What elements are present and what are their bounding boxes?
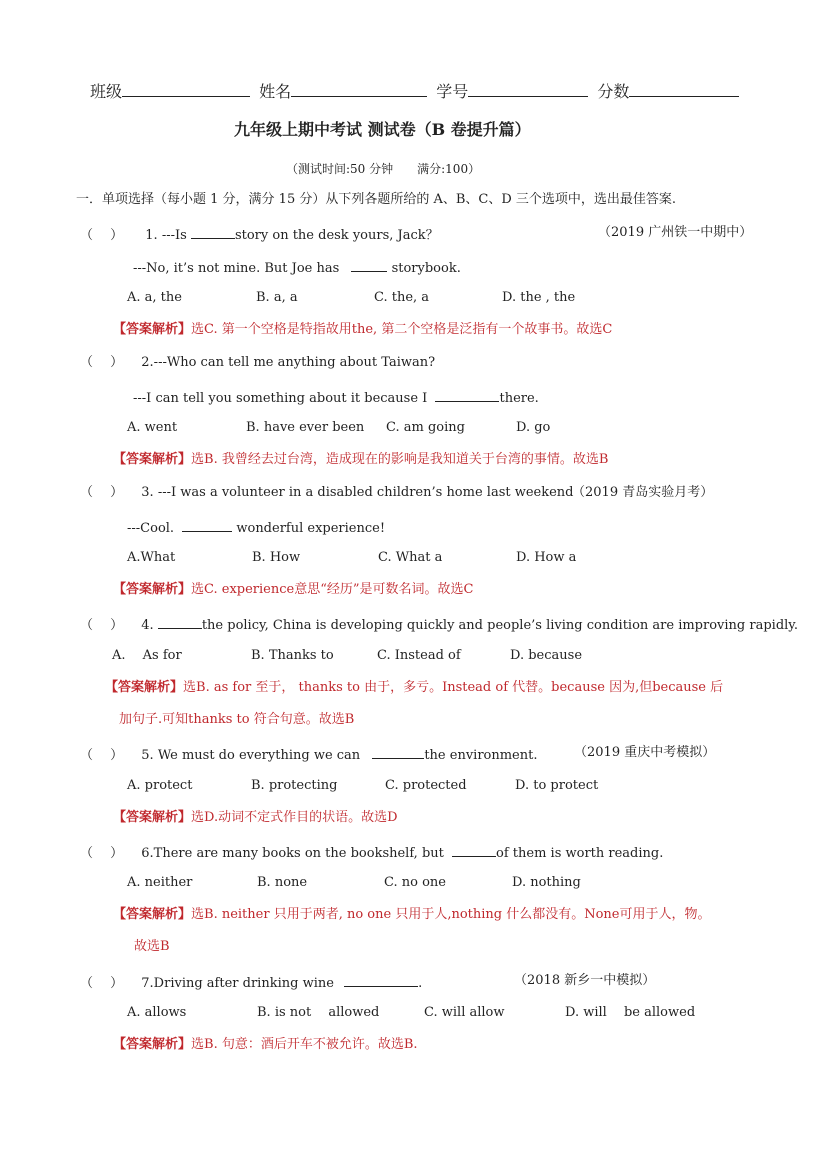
q6-blank[interactable] (452, 842, 496, 857)
q1-blank2[interactable] (351, 257, 387, 272)
q5-answer: 【答案解析】选D.动词不定式作目的状语。故选D (113, 810, 398, 825)
q6-option-b[interactable]: B. none (257, 875, 308, 890)
answer-paren: （ ） (80, 485, 124, 500)
answer-paren: （ ） (80, 228, 124, 243)
q2-option-b[interactable]: B. have ever been (246, 420, 365, 435)
q2-answer: 【答案解析】选B. 我曾经去过台湾，造成现在的影响是我知道关于台湾的事情。故选B (113, 452, 609, 467)
q4-answer: 【答案解析】选B. as for 至于， thanks to 由于，多亏。Instead of 代替。because 因为,但because 后 (105, 680, 724, 695)
q5-option-c[interactable]: C. protected (385, 778, 467, 793)
id-blank[interactable] (468, 82, 588, 97)
question-7: （ ） 7.Driving after drinking wine . (80, 972, 422, 993)
q4-option-a[interactable]: A. As for (112, 648, 182, 663)
q1-option-b[interactable]: B. a, a (256, 290, 298, 305)
q2-blank[interactable] (435, 387, 499, 402)
q1-source: （2019 广州铁一中期中） (598, 225, 753, 240)
q2-option-c[interactable]: C. am going (386, 420, 465, 435)
q7-blank[interactable] (344, 972, 418, 987)
name-label: 姓名 (259, 82, 292, 101)
q7-answer: 【答案解析】选B. 句意：酒后开车不被允许。故选B. (113, 1037, 418, 1052)
q1-option-a[interactable]: A. a, the (127, 290, 182, 305)
q7-option-b[interactable]: B. is not allowed (257, 1005, 380, 1020)
id-label: 学号 (436, 82, 469, 101)
answer-paren: （ ） (80, 618, 124, 633)
question-5: （ ） 5. We must do everything we can the environment. (80, 744, 537, 765)
q2-option-a[interactable]: A. went (127, 420, 178, 435)
q7-option-c[interactable]: C. will allow (424, 1005, 505, 1020)
score-label: 分数 (597, 82, 630, 101)
answer-paren: （ ） (80, 748, 124, 763)
header-row (90, 82, 739, 101)
q1-option-c[interactable]: C. the, a (374, 290, 430, 305)
q1-line2: ---No, it’s not mine. But Joe has storybook. (133, 257, 461, 278)
q1-option-d[interactable]: D. the , the (502, 290, 576, 305)
q3-blank[interactable] (182, 517, 232, 532)
page-title: 九年级上期中考试 测试卷（B 卷提升篇） (234, 120, 531, 139)
q4-answer-cont: 加句子.可知thanks to 符合句意。故选B (119, 712, 355, 727)
q7-text: 7.Driving after drinking wine (141, 976, 334, 991)
q6-option-d[interactable]: D. nothing (512, 875, 581, 890)
class-blank[interactable] (122, 82, 250, 97)
q3-text: 3. ---I was a volunteer in a disabled children’s home last weekend (141, 485, 574, 500)
answer-paren: （ ） (80, 355, 124, 370)
q3-option-b[interactable]: B. How (252, 550, 301, 565)
q1-text2: story on the desk yours, Jack？ (234, 228, 439, 243)
question-4: （ ） 4. the policy, China is developing quickly and people’s living condition are improving rapidly. (80, 614, 798, 635)
q4-text: 4. (141, 618, 154, 633)
q5-option-a[interactable]: A. protect (127, 778, 193, 793)
q7-option-d[interactable]: D. will be allowed (565, 1005, 696, 1020)
q3-answer: 【答案解析】选C. experience意思“经历”是可数名词。故选C (113, 582, 474, 597)
q5-source: （2019 重庆中考模拟） (574, 745, 716, 760)
q6-text: 6.There are many books on the bookshelf, but (141, 846, 444, 861)
q2-line2: ---I can tell you something about it because I there. (133, 387, 539, 408)
q2-text: 2.---Who can tell me anything about Taiwan? (141, 355, 436, 370)
q3-source: （2019 青岛实验月考） (572, 485, 714, 500)
q4-option-b[interactable]: B. Thanks to (251, 648, 334, 663)
q1-answer: 【答案解析】选C. 第一个空格是特指故用the, 第二个空格是泛指有一个故事书。故选C (113, 322, 613, 337)
class-label: 班级 (90, 82, 123, 101)
page-subtitle: （测试时间:50 分钟 满分:100） (286, 162, 481, 176)
answer-paren: （ ） (80, 976, 124, 991)
q3-option-d[interactable]: D. How a (516, 550, 577, 565)
q6-answer-cont: 故选B (134, 939, 170, 954)
question-2 (80, 354, 435, 372)
q5-blank[interactable] (372, 744, 424, 759)
question-1 (80, 224, 439, 245)
question-3 (80, 484, 574, 502)
q3-line2: ---Cool. wonderful experience! (127, 517, 385, 538)
name-blank[interactable] (291, 82, 427, 97)
q5-option-b[interactable]: B. protecting (251, 778, 338, 793)
q6-option-c[interactable]: C. no one (384, 875, 446, 890)
q5-text: 5. We must do everything we can (141, 748, 361, 763)
section-heading: 一．单项选择（每小题 1 分，满分 15 分）从下列各题所给的 A、B、C、D 三个选项中，选出最佳答案. (76, 192, 677, 207)
q2-option-d[interactable]: D. go (516, 420, 551, 435)
q6-option-a[interactable]: A. neither (127, 875, 193, 890)
answer-paren: （ ） (80, 846, 124, 861)
q4-blank[interactable] (158, 614, 202, 629)
q3-option-c[interactable]: C. What a (378, 550, 443, 565)
q1-text: 1. ---Is (145, 228, 187, 243)
q7-source: （2018 新乡一中模拟） (514, 973, 656, 988)
q3-option-a[interactable]: A.What (127, 550, 176, 565)
q4-option-d[interactable]: D. because (510, 648, 583, 663)
q1-blank[interactable] (191, 224, 235, 239)
q6-answer: 【答案解析】选B. neither 只用于两者, no one 只用于人,nothing 什么都没有。None可用于人，物。 (113, 907, 711, 922)
question-6: （ ） 6.There are many books on the bookshelf, but of them is worth reading. (80, 842, 663, 863)
q7-option-a[interactable]: A. allows (127, 1005, 187, 1020)
q4-option-c[interactable]: C. Instead of (377, 648, 461, 663)
q5-option-d[interactable]: D. to protect (515, 778, 599, 793)
score-blank[interactable] (629, 82, 739, 97)
